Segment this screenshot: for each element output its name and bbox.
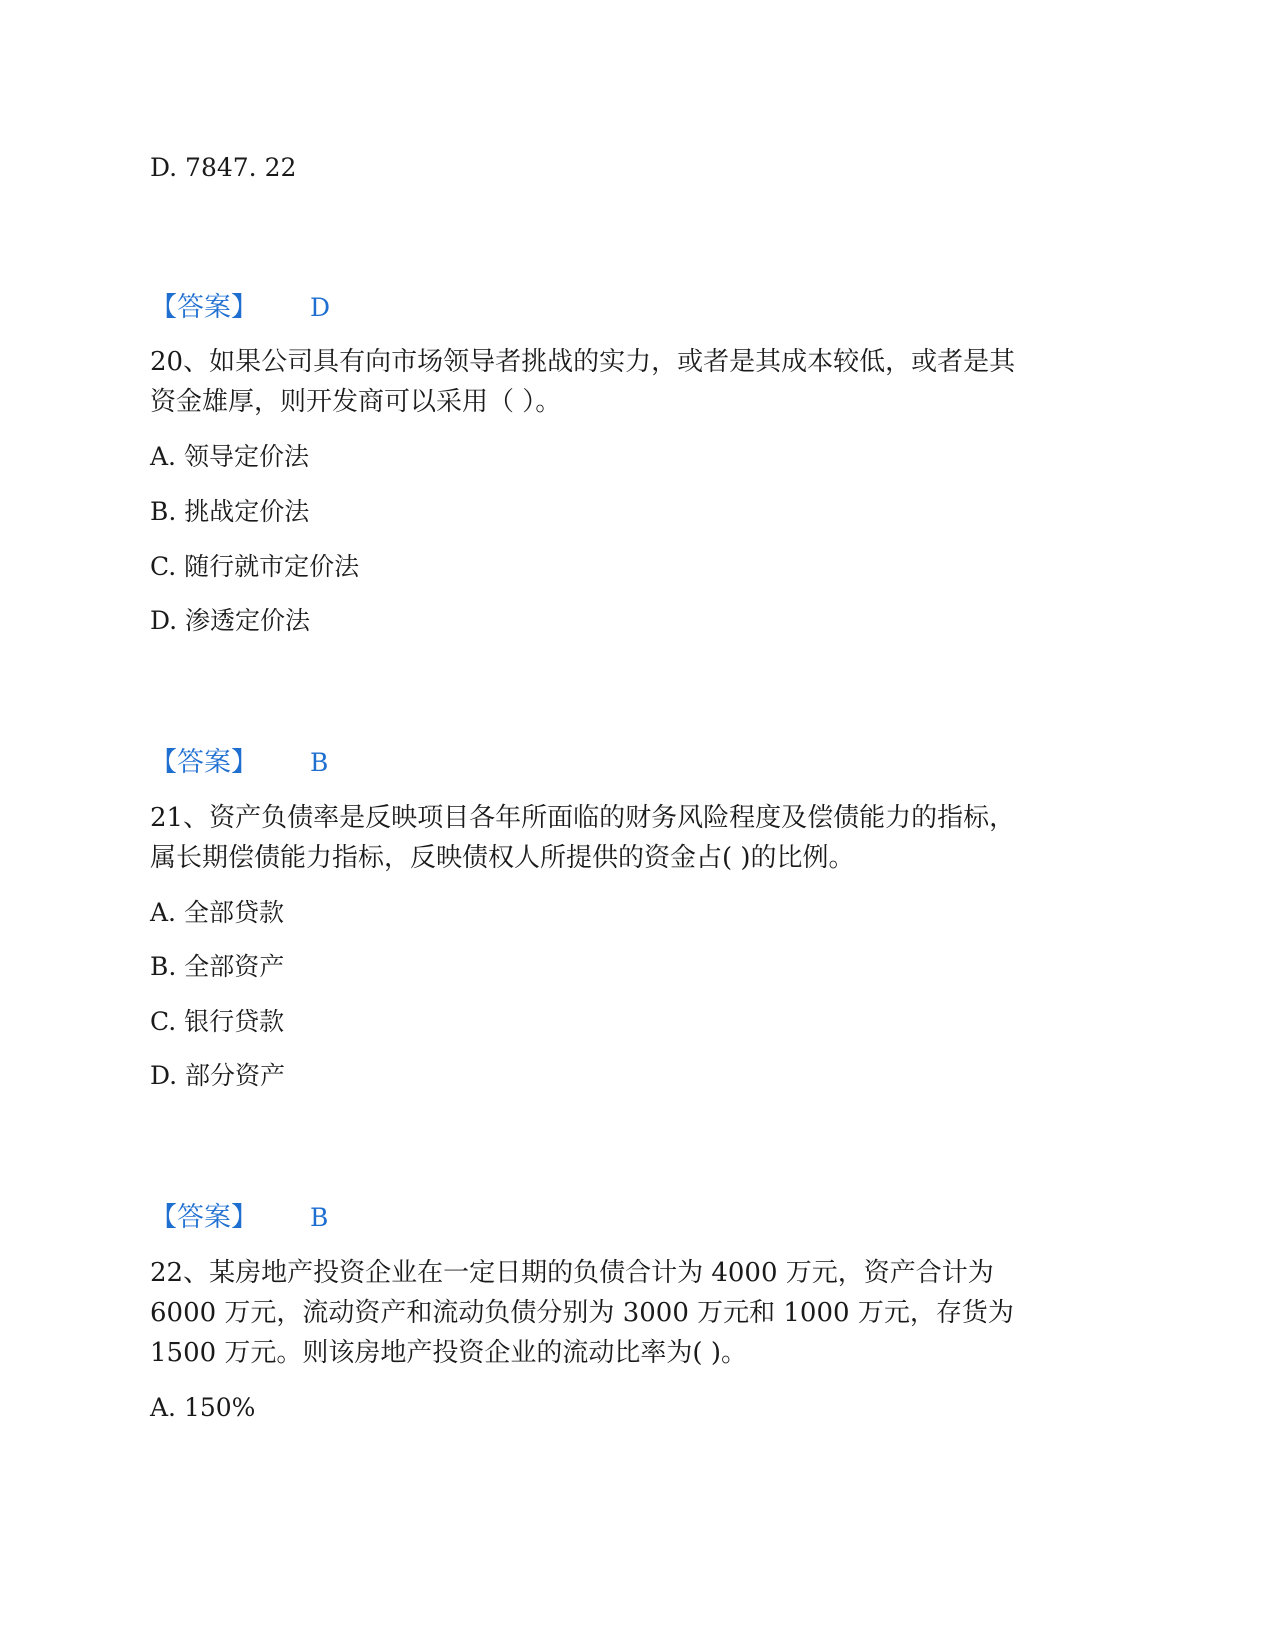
q20-option-a: A. 领导定价法 (150, 442, 309, 471)
answer-value-20: B (310, 748, 329, 777)
answer-value-21: B (310, 1203, 329, 1232)
q21-option-c: C. 银行贷款 (150, 1007, 285, 1036)
q21-stem-line2: 属长期偿债能力指标，反映债权人所提供的资金占( )的比例。 (150, 843, 855, 873)
q21-stem-line1: 21、资产负债率是反映项目各年所面临的财务风险程度及偿债能力的指标， (150, 803, 1016, 833)
q20-stem-line1: 20、如果公司具有向市场领导者挑战的实力，或者是其成本较低，或者是其 (150, 347, 1016, 377)
answer-value-19: D (310, 293, 331, 322)
q22-stem-line1: 22、某房地产投资企业在一定日期的负债合计为 4000 万元，资产合计为 (150, 1258, 994, 1288)
answer-row-19 (150, 288, 258, 328)
answer-label: 【答案】 (150, 292, 258, 323)
q22-stem-line3: 1500 万元。则该房地产投资企业的流动比率为( )。 (150, 1338, 747, 1368)
q19-option-d: D. 7847. 22 (150, 153, 297, 182)
q20-option-c: C. 随行就市定价法 (150, 552, 360, 581)
q22-stem-line2: 6000 万元，流动资产和流动负债分别为 3000 万元和 1000 万元，存货为 (150, 1298, 1014, 1328)
answer-row-20 (150, 743, 258, 783)
answer-label: 【答案】 (150, 747, 258, 778)
q20-option-b: B. 挑战定价法 (150, 497, 310, 526)
q21-option-b: B. 全部资产 (150, 952, 285, 981)
q22-option-a: A. 150% (150, 1393, 256, 1422)
q20-stem-line2: 资金雄厚，则开发商可以采用（ ）。 (150, 387, 562, 417)
q20-option-d: D. 渗透定价法 (150, 606, 311, 635)
q21-option-d: D. 部分资产 (150, 1061, 286, 1090)
answer-row-21 (150, 1198, 258, 1238)
q21-option-a: A. 全部贷款 (150, 898, 284, 927)
answer-label: 【答案】 (150, 1202, 258, 1233)
